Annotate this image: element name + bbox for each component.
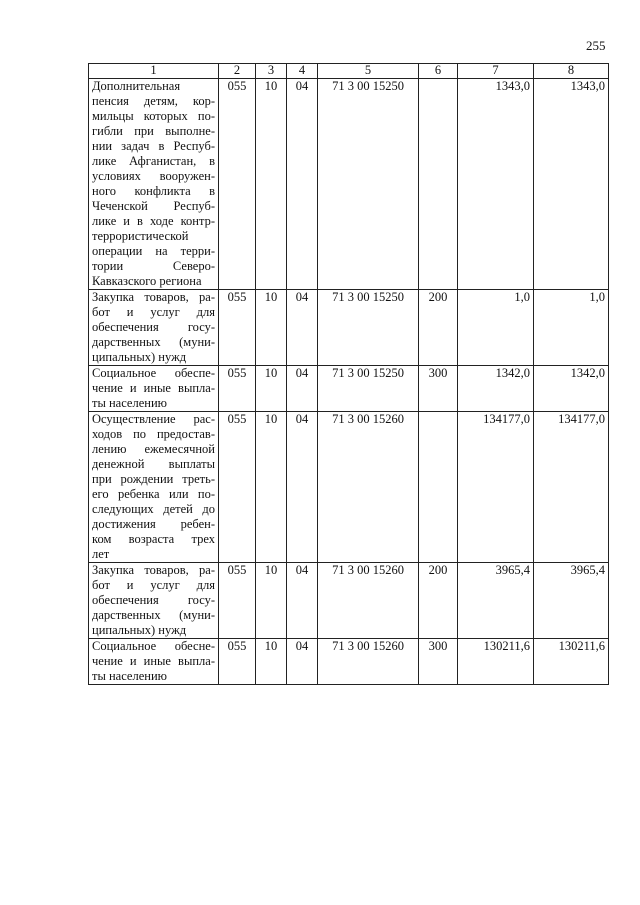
row-name-line: ципальных) нужд xyxy=(92,350,187,364)
cell-expense-type: 300 xyxy=(419,639,458,685)
row-name-line: лет xyxy=(92,547,110,561)
header-col-7: 7 xyxy=(458,64,534,79)
cell-admin-code: 055 xyxy=(219,412,256,563)
cell-expense-type xyxy=(419,412,458,563)
cell-amount-approved: 1,0 xyxy=(458,290,534,366)
cell-section: 10 xyxy=(256,412,287,563)
cell-amount-approved: 134177,0 xyxy=(458,412,534,563)
cell-target-article: 71 3 00 15260 xyxy=(318,563,419,639)
row-name-line: ком возраста трех xyxy=(92,532,215,546)
cell-section: 10 xyxy=(256,563,287,639)
table-body xyxy=(89,79,609,685)
row-name-line: операции на терри- xyxy=(92,244,215,258)
row-name-line: денежной выплаты xyxy=(92,457,215,471)
row-name-line: мильцы которых по- xyxy=(92,109,215,123)
row-name-line: дарственных (муни- xyxy=(92,335,215,349)
cell-section: 10 xyxy=(256,79,287,290)
cell-amount-executed: 3965,4 xyxy=(534,563,609,639)
row-name-line: террористической xyxy=(92,229,189,243)
header-col-2: 2 xyxy=(219,64,256,79)
cell-amount-executed: 1342,0 xyxy=(534,366,609,412)
row-name-cell xyxy=(89,563,219,639)
cell-amount-executed: 1343,0 xyxy=(534,79,609,290)
row-name-line: ты населению xyxy=(92,669,167,683)
cell-target-article: 71 3 00 15250 xyxy=(318,79,419,290)
row-name-line: ходов по предостав- xyxy=(92,427,215,441)
cell-subsection: 04 xyxy=(287,366,318,412)
cell-amount-executed: 130211,6 xyxy=(534,639,609,685)
row-name-line: чение и иные выпла- xyxy=(92,381,215,395)
row-name-line: нии задач в Респуб- xyxy=(92,139,215,153)
cell-amount-executed: 1,0 xyxy=(534,290,609,366)
cell-expense-type: 200 xyxy=(419,563,458,639)
row-name-line: Закупка товаров, ра- xyxy=(92,290,215,304)
cell-section: 10 xyxy=(256,366,287,412)
header-col-4: 4 xyxy=(287,64,318,79)
cell-target-article: 71 3 00 15250 xyxy=(318,290,419,366)
cell-expense-type: 300 xyxy=(419,366,458,412)
row-name-line: лике Афганистан, в xyxy=(92,154,215,168)
row-name-line: пенсия детям, кор- xyxy=(92,94,215,108)
cell-admin-code: 055 xyxy=(219,563,256,639)
header-row xyxy=(89,64,609,79)
row-name-line: Закупка товаров, ра- xyxy=(92,563,215,577)
cell-admin-code: 055 xyxy=(219,79,256,290)
row-name-line: тории Северо- xyxy=(92,259,215,273)
row-name-line: при рождении треть- xyxy=(92,472,215,486)
row-name-line: достижения ребен- xyxy=(92,517,215,531)
row-name-line: его ребенка или по- xyxy=(92,487,215,501)
header-col-1: 1 xyxy=(89,64,219,79)
cell-amount-executed: 134177,0 xyxy=(534,412,609,563)
cell-admin-code: 055 xyxy=(219,290,256,366)
table-row xyxy=(89,290,609,366)
table-row xyxy=(89,563,609,639)
row-name-line: Чеченской Респуб- xyxy=(92,199,215,213)
row-name-line: чение и иные выпла- xyxy=(92,654,215,668)
row-name-cell xyxy=(89,290,219,366)
row-name-cell xyxy=(89,79,219,290)
row-name-line: Осуществление рас- xyxy=(92,412,215,426)
row-name-line: лению ежемесячной xyxy=(92,442,215,456)
row-name-line: следующих детей до xyxy=(92,502,215,516)
table-row xyxy=(89,366,609,412)
row-name-line: гибли при выполне- xyxy=(92,124,215,138)
cell-subsection: 04 xyxy=(287,290,318,366)
cell-amount-approved: 1342,0 xyxy=(458,366,534,412)
cell-subsection: 04 xyxy=(287,639,318,685)
row-name-line: обеспечения госу- xyxy=(92,320,215,334)
cell-admin-code: 055 xyxy=(219,366,256,412)
row-name-line: ты населению xyxy=(92,396,167,410)
cell-admin-code: 055 xyxy=(219,639,256,685)
table-row xyxy=(89,79,609,290)
cell-target-article: 71 3 00 15260 xyxy=(318,639,419,685)
row-name-line: лике и в ходе контр- xyxy=(92,214,215,228)
header-col-5: 5 xyxy=(318,64,419,79)
row-name-line: Дополнительная xyxy=(92,79,181,93)
cell-expense-type: 200 xyxy=(419,290,458,366)
cell-section: 10 xyxy=(256,290,287,366)
table-row xyxy=(89,639,609,685)
row-name-line: бот и услуг для xyxy=(92,578,215,592)
cell-target-article: 71 3 00 15250 xyxy=(318,366,419,412)
table-row xyxy=(89,412,609,563)
cell-amount-approved: 1343,0 xyxy=(458,79,534,290)
budget-table xyxy=(88,63,609,685)
cell-amount-approved: 3965,4 xyxy=(458,563,534,639)
row-name-cell xyxy=(89,639,219,685)
cell-amount-approved: 130211,6 xyxy=(458,639,534,685)
cell-subsection: 04 xyxy=(287,412,318,563)
cell-expense-type xyxy=(419,79,458,290)
row-name-line: условиях вооружен- xyxy=(92,169,215,183)
row-name-line: ного конфликта в xyxy=(92,184,215,198)
cell-subsection: 04 xyxy=(287,79,318,290)
row-name-line: Кавказского региона xyxy=(92,274,202,288)
row-name-line: обеспечения госу- xyxy=(92,593,215,607)
row-name-line: ципальных) нужд xyxy=(92,623,187,637)
row-name-line: Социальное обесне- xyxy=(92,639,215,653)
row-name-line: дарственных (муни- xyxy=(92,608,215,622)
cell-target-article: 71 3 00 15260 xyxy=(318,412,419,563)
header-col-6: 6 xyxy=(419,64,458,79)
cell-subsection: 04 xyxy=(287,563,318,639)
cell-section: 10 xyxy=(256,639,287,685)
page-number: 255 xyxy=(586,38,606,53)
row-name-cell xyxy=(89,412,219,563)
row-name-cell xyxy=(89,366,219,412)
header-col-3: 3 xyxy=(256,64,287,79)
row-name-line: Социальное обеспе- xyxy=(92,366,215,380)
header-col-8: 8 xyxy=(534,64,609,79)
row-name-line: бот и услуг для xyxy=(92,305,215,319)
